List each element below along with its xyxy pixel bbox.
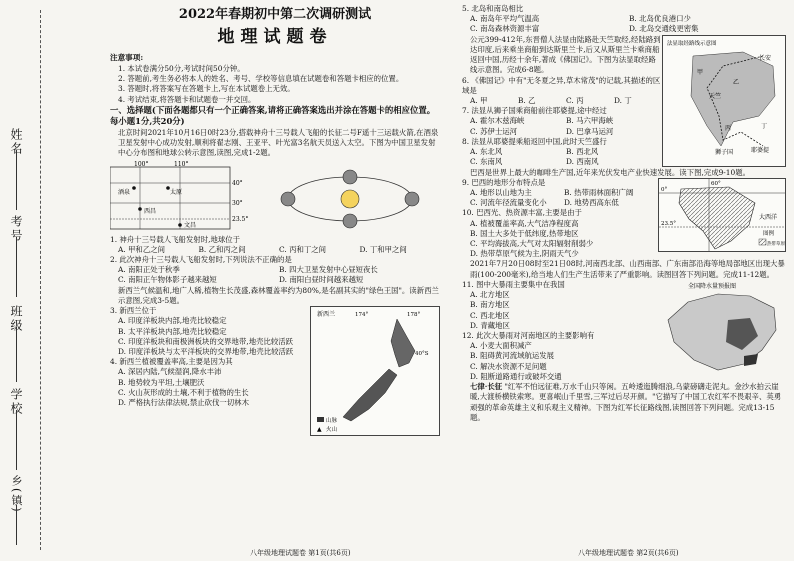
- brazil-questions: [462, 178, 658, 260]
- town-blank: [16, 505, 17, 545]
- china-shape: [668, 294, 776, 370]
- note-item: 4. 考试结束,将答题卡和试题卷一并交回。: [118, 94, 256, 104]
- question: 6. 《佛国记》中有"无冬夏之异,草木常茂"的记载,其描述的区域是: [462, 75, 661, 95]
- option: C. 平均海拔高,大气对太阳辐射削弱少: [470, 239, 594, 249]
- question: 1. 神舟十三号载人飞船发射时,地球位于: [110, 234, 241, 244]
- sun-icon: [341, 190, 359, 208]
- place-label: 狮子国: [715, 148, 734, 156]
- question: 10. 巴西光、热资源丰富,主要是由于: [462, 208, 582, 218]
- map-title: 全国降水量预报图: [688, 282, 737, 290]
- lat-label: 40°: [232, 179, 243, 187]
- option: B. 北岛优良港口少: [629, 14, 691, 24]
- class-label: 班级: [9, 305, 23, 333]
- earth-icon: [343, 170, 357, 184]
- brazil-map: [658, 178, 786, 252]
- option: B. 西北风: [566, 147, 599, 157]
- name-blank: [16, 150, 17, 210]
- option: C. 丙: [566, 95, 584, 105]
- place-label: 酒泉: [118, 188, 131, 196]
- question: 3. 新西兰位于: [110, 306, 157, 316]
- region-label: 乙: [733, 78, 740, 86]
- nz-questions: [110, 306, 310, 436]
- option: C. 解决水资源不足问题: [470, 361, 547, 371]
- rain-block: [462, 280, 788, 382]
- lat-label: 23.5°: [232, 215, 249, 223]
- place-label: 西昌: [144, 207, 157, 215]
- option: A. 植被覆盖率高,大气洁净程度高: [470, 218, 579, 228]
- launch-center-map: [110, 161, 440, 233]
- section-heading: 一、选择题(下面各题都只有一个正确答案,请将正确答案选出并涂在答题卡的相应位置。每小题1分,共20分): [110, 104, 436, 127]
- notes-heading: 注意事项:: [110, 53, 144, 63]
- map-title: 法显取经路线示意图: [667, 40, 717, 47]
- passage: 巴西是世界上最大的咖啡生产国,近年来光伏发电产业快速发展。读下图,完成9-10题。: [470, 167, 750, 177]
- lon-label: 174°: [355, 312, 369, 319]
- place-label: 文昌: [184, 221, 197, 229]
- lon-label: 60°: [711, 180, 721, 187]
- option: A. 南岛年平均气温高: [470, 14, 540, 24]
- option: C. 丙和丁之间: [279, 244, 327, 254]
- question: 4. 新西兰植被覆盖率高,主要是因为其: [110, 357, 233, 367]
- figure-launch-orbit: [110, 161, 440, 233]
- passage: 新西兰气候温和,地广人稀,植物生长茂盛,森林覆盖率约为80%,是名副其实的"绿色王国"。读新西兰示意图,完成3-5题。: [118, 285, 439, 305]
- option: D. 北岛交通线更密集: [629, 24, 699, 34]
- option: C. 火山灰形成的土壤,不利于植物的生长: [118, 387, 249, 397]
- option: C. 河流年径流量变化小: [470, 198, 547, 208]
- option: B. 热带雨林面积广阔: [564, 187, 634, 197]
- lat-label: 0°: [661, 186, 668, 193]
- option: A. 小麦大面积减产: [470, 341, 532, 351]
- volcano-icon: ▲: [317, 426, 322, 434]
- option: B. 乙和丙之间: [198, 244, 246, 254]
- options: [462, 147, 662, 167]
- china-rain-map: [658, 280, 784, 380]
- faxian-route-map: [662, 35, 786, 167]
- legend-item: 热带草原: [767, 241, 785, 247]
- option: A. 甲: [470, 95, 488, 105]
- map-title: 新西兰: [317, 311, 336, 319]
- option: D. 热带草原气候为主,阴雨天气少: [470, 249, 579, 259]
- page-footer: 八年级地理试题卷 第2页(共6页): [578, 549, 679, 557]
- option: C. 苏伊士运河: [470, 126, 518, 136]
- nz-block: [110, 306, 440, 436]
- place-label: 耶婆提: [751, 146, 770, 154]
- name-label: 姓名: [9, 128, 23, 156]
- earth-icon: [343, 214, 357, 228]
- note-item: 3. 答题时,将答案写在答题卡上,写在本试题卷上无效。: [118, 84, 295, 94]
- exam-no-label: 考号: [9, 215, 23, 243]
- question: 9. 巴西的地形分布特点是: [462, 177, 546, 187]
- lon-label: 100°: [134, 160, 149, 168]
- option: A. 南阳正处于秋季: [118, 265, 180, 275]
- option: C. 西北地区: [470, 310, 510, 320]
- note-item: 2. 答题前,考生务必将本人的姓名、考号、学校等信息填在试题卷和答题卡相应的位置。: [118, 74, 404, 84]
- option: A. 深居内陆,气候湿润,降水丰沛: [118, 367, 222, 377]
- option: C. 南岛森林资源丰富: [470, 24, 540, 34]
- lon-label: 110°: [174, 160, 189, 168]
- class-blank: [16, 327, 17, 382]
- question: 8. 法显从耶婆提乘船返回中国,此时天竺盛行: [462, 136, 607, 146]
- options: [462, 14, 788, 34]
- option: B. 地势较为平坦,土壤肥沃: [118, 377, 205, 387]
- option: B. 南方地区: [470, 300, 510, 310]
- faxian-block: [462, 35, 788, 168]
- passage: 北京时间2021年10月16日0时23分,搭载神舟十三号载人飞船的长征二号F遥十三运载火箭,在酒泉卫星发射中心成功发射,顺利将翟志刚、王亚平、叶光富3名航天员送入太空。下图为中国卫星发射中心分布图和地球公转示意图,读图,完成1-2题。: [118, 127, 439, 158]
- page-footer: 八年级地理试题卷 第1页(共6页): [250, 549, 351, 557]
- lat-label: 40°S: [415, 351, 429, 358]
- poem-passage: [462, 382, 788, 423]
- new-zealand-map: [310, 306, 440, 436]
- option: D. 地势西高东低: [564, 198, 619, 208]
- options: [462, 96, 662, 106]
- option: A. 印度洋板块内部,地壳比较稳定: [118, 316, 227, 326]
- paper-title: 地理试题卷: [217, 26, 333, 47]
- earth-icon: [405, 192, 419, 206]
- question: 2. 此次神舟十三号载人飞船发射时,下列说法不正确的是: [110, 255, 292, 265]
- ocean-label: 大西洋: [759, 213, 778, 221]
- option: B. 乙: [518, 95, 536, 105]
- option: A. 霍尔木兹海峡: [470, 116, 525, 126]
- passage-text: "红军不怕远征难,万水千山只等闲。五岭逶迤腾细浪,乌蒙磅礴走泥丸。金沙水拍云崖暖,大渡桥横铁索寒。更喜岷山千里雪,三军过后尽开颜。"它描写了中国工农红军不畏艰辛、英勇顽强的革命英雄主义和乐观主义精神。下图为红军长征路线图,读图回答下列问题。完成13-15题。: [470, 382, 782, 422]
- options: [462, 116, 662, 136]
- option: B. 四大卫星发射中心昼短夜长: [279, 265, 378, 275]
- binding-margin: [0, 0, 52, 561]
- option: B. 国土大多处于低纬度,热带地区: [470, 228, 579, 238]
- option: D. 巴拿马运河: [566, 126, 614, 136]
- option: D. 西南风: [566, 157, 599, 167]
- option: B. 太平洋板块内部,地壳比较稳定: [118, 326, 227, 336]
- lat-label: 23.5°: [661, 220, 676, 227]
- passage: 公元399-412年,东晋僧人法显由陆路赴天竺取经,经陆路到达印度,后来乘坐商船到达斯里兰卡,后又从斯里兰卡乘商船返回中国,历经十余年,著成《佛国记》。下图为法显取经路线示意图。完成6-8题。: [470, 34, 661, 75]
- option: A. 甲和乙之间: [118, 244, 165, 254]
- legend-label: 图例: [763, 230, 775, 237]
- note-item: 1. 本试卷满分50分,考试时间50分钟。: [118, 63, 245, 73]
- option: A. 北方地区: [470, 290, 510, 300]
- option: C. 印度洋板块和南极洲板块的交界地带,地壳比较活跃: [118, 336, 294, 346]
- poem-title: 七律·长征: [470, 382, 503, 392]
- cut-line: [40, 10, 41, 550]
- place-label: 长安: [759, 54, 772, 62]
- option: D. 丁: [614, 95, 632, 105]
- region-label: 丙: [725, 124, 732, 132]
- school-label: 学校: [9, 388, 23, 416]
- earth-icon: [281, 192, 295, 206]
- exam-no-blank: [16, 237, 17, 297]
- question: 12. 此次大暴雨对河南地区的主要影响有: [462, 331, 595, 340]
- lat-label: 30°: [232, 199, 243, 207]
- place-label: 天竺: [709, 92, 722, 100]
- options: [462, 188, 658, 208]
- brazil-block: [462, 178, 788, 260]
- passage: 2021年7月20日08时至21日08时,河南西北部、山西南部、广东南部沿海等地局部地区出现大暴雨(100-200毫米),给当地人们生产生活带来了严重影响。读图回答下列问题。完成11-12题。: [470, 259, 785, 279]
- option: D. 阻断道路通行或破坏交通: [470, 371, 562, 381]
- place-label: 太原: [170, 188, 183, 196]
- faxian-questions: [462, 35, 662, 168]
- exam-title: 2022年春期初中第二次调研测试: [178, 7, 372, 22]
- legend-label: 火山: [326, 427, 338, 434]
- option: D. 南阳白昼时间越来越短: [279, 275, 364, 285]
- question: 7. 法显从狮子国乘商船前往耶婆提,途中经过: [462, 106, 607, 116]
- page-1: [110, 4, 440, 436]
- option: D. 青藏地区: [470, 320, 510, 330]
- option: A. 地形以山地为主: [470, 187, 532, 197]
- rain-questions: [462, 280, 658, 382]
- option: D. 严格执行法律法规,禁止砍伐一切林木: [118, 398, 249, 408]
- option: C. 南阳正午物体影子越来越短: [118, 275, 217, 285]
- option: D. 印度洋板块与太平洋板块的交界地带,地壳比较活跃: [118, 346, 294, 356]
- question: 11. 图中大暴雨主要集中在我国: [462, 279, 565, 289]
- option: C. 东南风: [470, 157, 503, 167]
- option: B. 阻碍黄河流域航运发展: [470, 351, 555, 361]
- region-label: 甲: [697, 68, 704, 76]
- question: 5. 北岛和南岛相比: [462, 4, 524, 13]
- school-blank: [16, 410, 17, 470]
- option: D. 丁和甲之间: [359, 244, 407, 254]
- option: A. 东北风: [470, 147, 503, 157]
- options: [110, 265, 440, 285]
- heavy-rain-area: [744, 354, 758, 366]
- page-2: [462, 4, 788, 423]
- legend-label: 山脉: [326, 418, 338, 425]
- option: B. 马六甲海峡: [566, 116, 614, 126]
- options: [110, 245, 440, 255]
- town-label: 乡(镇): [10, 475, 23, 514]
- lon-label: 178°: [407, 312, 421, 319]
- region-label: 丁: [761, 122, 768, 130]
